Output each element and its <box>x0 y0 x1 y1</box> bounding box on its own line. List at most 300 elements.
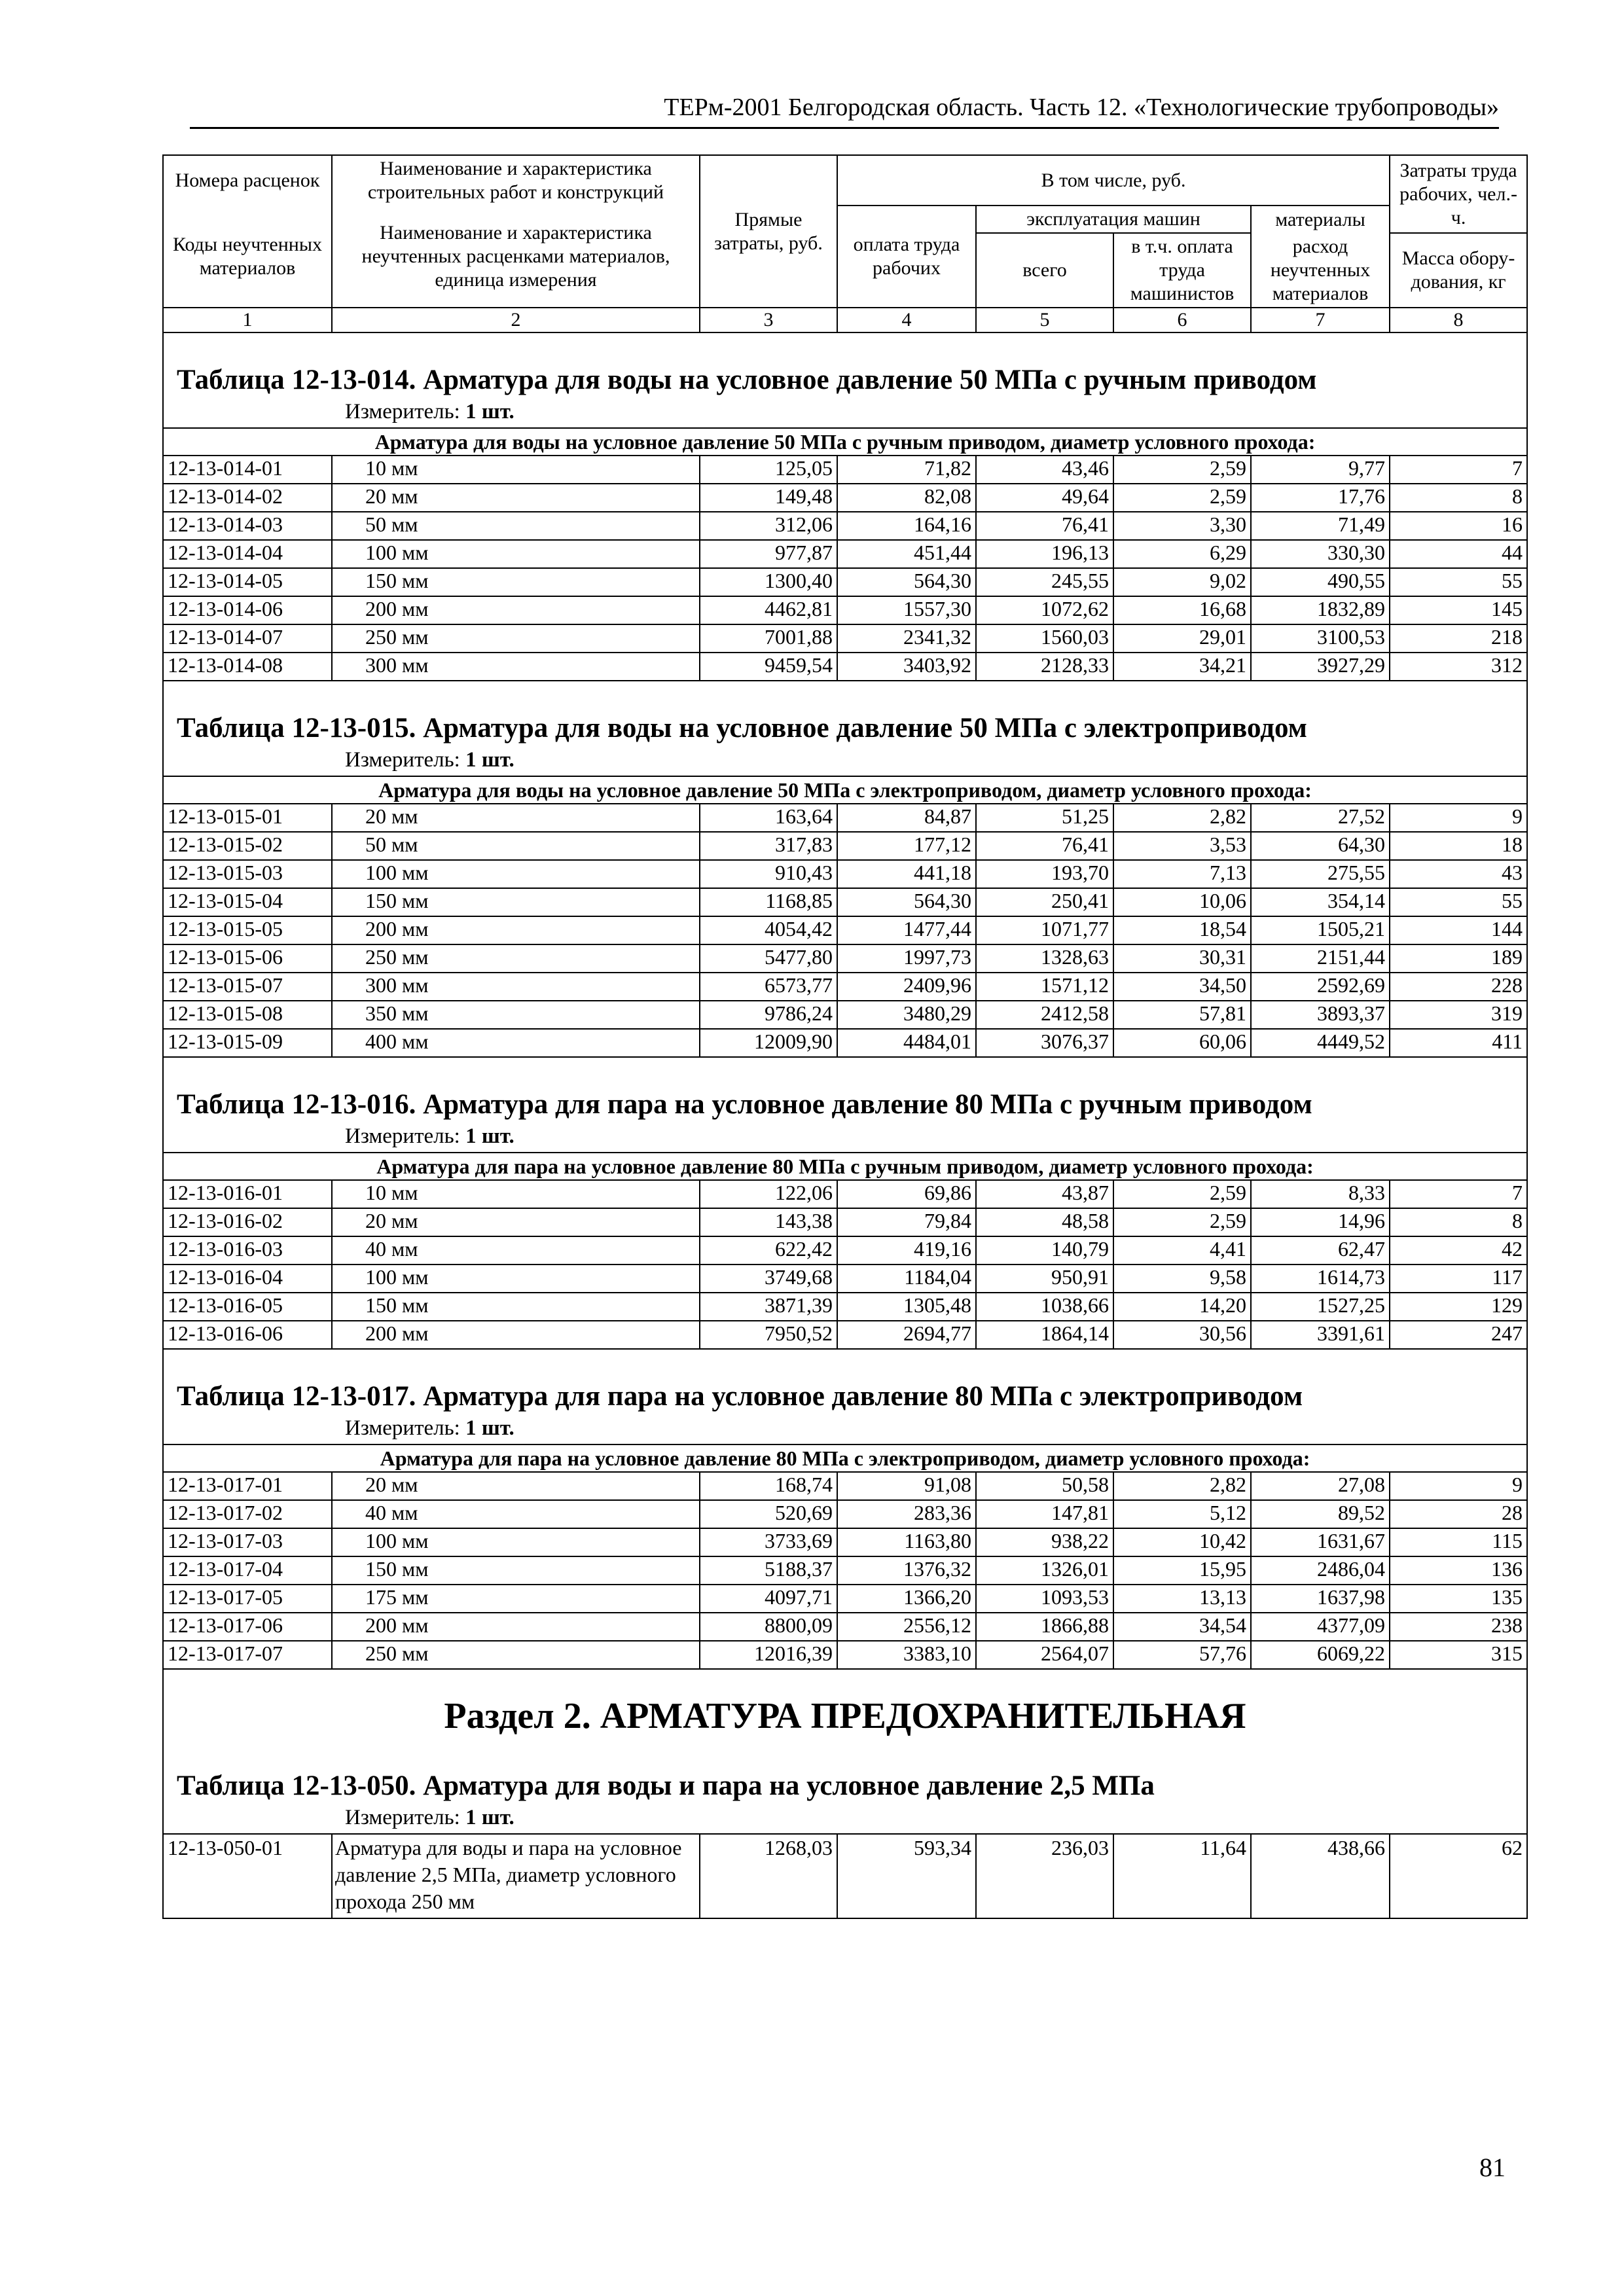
work-name-cell: 150 мм <box>332 888 700 916</box>
measure <box>163 1414 1527 1444</box>
machines-pay-cell: 57,76 <box>1113 1641 1251 1669</box>
col-number: 1 <box>163 308 332 332</box>
work-name-cell: 200 мм <box>332 596 700 624</box>
header-col1-bottom: Коды неучтенных материалов <box>163 206 332 308</box>
labor-cost-cell: 16 <box>1390 512 1527 540</box>
materials-cell: 71,49 <box>1251 512 1390 540</box>
machines-pay-cell: 2,59 <box>1113 456 1251 484</box>
col-number: 4 <box>837 308 976 332</box>
machines-pay-cell: 2,82 <box>1113 804 1251 832</box>
table-title-row <box>163 1057 1527 1122</box>
measure-row <box>163 745 1527 776</box>
labor-cost-cell: 55 <box>1390 568 1527 596</box>
labor-cost-cell: 319 <box>1390 1001 1527 1029</box>
machines-total-cell: 236,03 <box>976 1834 1113 1918</box>
direct-costs-cell: 3871,39 <box>700 1293 837 1321</box>
materials-cell: 6069,22 <box>1251 1641 1390 1669</box>
materials-cell: 14,96 <box>1251 1208 1390 1236</box>
work-name-cell: 250 мм <box>332 1641 700 1669</box>
machines-pay-cell: 10,06 <box>1113 888 1251 916</box>
table-title: Таблица 12-13-015. Арматура для воды на условное давление 50 МПа с электроприводом <box>163 681 1527 745</box>
work-name-cell: 175 мм <box>332 1585 700 1613</box>
materials-cell: 330,30 <box>1251 540 1390 568</box>
labor-pay-cell: 82,08 <box>837 484 976 512</box>
labor-cost-cell: 117 <box>1390 1265 1527 1293</box>
work-name-cell: 300 мм <box>332 653 700 681</box>
header-row-top <box>163 155 1527 206</box>
work-name-cell: 250 мм <box>332 624 700 653</box>
machines-total-cell: 1071,77 <box>976 916 1113 944</box>
col-number: 8 <box>1390 308 1527 332</box>
labor-pay-cell: 593,34 <box>837 1834 976 1918</box>
labor-cost-cell: 9 <box>1390 804 1527 832</box>
table-row <box>163 1528 1527 1556</box>
labor-pay-cell: 1184,04 <box>837 1265 976 1293</box>
rate-code-cell: 12-13-014-05 <box>163 568 332 596</box>
labor-pay-cell: 1997,73 <box>837 944 976 973</box>
rate-code-cell: 12-13-016-01 <box>163 1180 332 1208</box>
header-machines: эксплуатация машин <box>976 206 1251 233</box>
table-row <box>163 540 1527 568</box>
direct-costs-cell: 125,05 <box>700 456 837 484</box>
table-row <box>163 484 1527 512</box>
labor-pay-cell: 283,36 <box>837 1500 976 1528</box>
table-row <box>163 568 1527 596</box>
measure-row <box>163 397 1527 428</box>
work-name-cell: 200 мм <box>332 916 700 944</box>
rate-code-cell: 12-13-017-02 <box>163 1500 332 1528</box>
machines-total-cell: 147,81 <box>976 1500 1113 1528</box>
work-name-cell: 150 мм <box>332 1556 700 1585</box>
table-row <box>163 653 1527 681</box>
labor-pay-cell: 4484,01 <box>837 1029 976 1057</box>
work-name-cell: 40 мм <box>332 1500 700 1528</box>
machines-total-cell: 3076,37 <box>976 1029 1113 1057</box>
machines-pay-cell: 29,01 <box>1113 624 1251 653</box>
header-col2-bottom: Наименование и характеристика неучтенных расценками материалов, единица измерения <box>332 206 700 308</box>
labor-cost-cell: 135 <box>1390 1585 1527 1613</box>
labor-cost-cell: 218 <box>1390 624 1527 653</box>
work-name-cell: 150 мм <box>332 568 700 596</box>
machines-pay-cell: 2,82 <box>1113 1472 1251 1500</box>
machines-total-cell: 1038,66 <box>976 1293 1113 1321</box>
measure <box>163 397 1527 428</box>
direct-costs-cell: 5188,37 <box>700 1556 837 1585</box>
labor-cost-cell: 9 <box>1390 1472 1527 1500</box>
table-row <box>163 1613 1527 1641</box>
measure-row <box>163 1803 1527 1834</box>
measure-row <box>163 1414 1527 1444</box>
labor-pay-cell: 1305,48 <box>837 1293 976 1321</box>
machines-pay-cell: 4,41 <box>1113 1236 1251 1265</box>
header-col1-top: Номера расценок <box>163 155 332 206</box>
measure-label: Измеритель: <box>345 1416 460 1440</box>
rate-code-cell: 12-13-015-01 <box>163 804 332 832</box>
subheading-row <box>163 1444 1527 1472</box>
direct-costs-cell: 9459,54 <box>700 653 837 681</box>
labor-cost-cell: 7 <box>1390 456 1527 484</box>
direct-costs-cell: 312,06 <box>700 512 837 540</box>
rate-code-cell: 12-13-017-01 <box>163 1472 332 1500</box>
measure-label: Измеритель: <box>345 1806 460 1829</box>
rate-code-cell: 12-13-014-07 <box>163 624 332 653</box>
labor-cost-cell: 145 <box>1390 596 1527 624</box>
work-name-cell: 100 мм <box>332 1528 700 1556</box>
machines-total-cell: 1328,63 <box>976 944 1113 973</box>
machines-pay-cell: 57,81 <box>1113 1001 1251 1029</box>
machines-total-cell: 1866,88 <box>976 1613 1113 1641</box>
machines-total-cell: 49,64 <box>976 484 1113 512</box>
machines-pay-cell: 13,13 <box>1113 1585 1251 1613</box>
header-row-2 <box>163 206 1527 233</box>
rate-code-cell: 12-13-017-07 <box>163 1641 332 1669</box>
table-row <box>163 624 1527 653</box>
labor-pay-cell: 3480,29 <box>837 1001 976 1029</box>
work-name-cell: 20 мм <box>332 484 700 512</box>
work-name-cell: 250 мм <box>332 944 700 973</box>
direct-costs-cell: 8800,09 <box>700 1613 837 1641</box>
machines-pay-cell: 14,20 <box>1113 1293 1251 1321</box>
labor-cost-cell: 247 <box>1390 1321 1527 1349</box>
machines-total-cell: 1093,53 <box>976 1585 1113 1613</box>
labor-pay-cell: 3403,92 <box>837 653 976 681</box>
machines-pay-cell: 2,59 <box>1113 484 1251 512</box>
rate-code-cell: 12-13-014-04 <box>163 540 332 568</box>
measure <box>163 745 1527 776</box>
machines-pay-cell: 34,54 <box>1113 1613 1251 1641</box>
table-row <box>163 1208 1527 1236</box>
direct-costs-cell: 3733,69 <box>700 1528 837 1556</box>
rate-code-cell: 12-13-017-04 <box>163 1556 332 1585</box>
header-equipment-mass: Масса обору-дования, кг <box>1390 233 1527 308</box>
machines-total-cell: 76,41 <box>976 512 1113 540</box>
rate-code-cell: 12-13-015-02 <box>163 832 332 860</box>
machines-total-cell: 1560,03 <box>976 624 1113 653</box>
rate-code-cell: 12-13-015-06 <box>163 944 332 973</box>
table-row <box>163 456 1527 484</box>
labor-pay-cell: 164,16 <box>837 512 976 540</box>
table-row <box>163 1029 1527 1057</box>
machines-total-cell: 50,58 <box>976 1472 1113 1500</box>
labor-pay-cell: 1163,80 <box>837 1528 976 1556</box>
materials-cell: 275,55 <box>1251 860 1390 888</box>
rate-code-cell: 12-13-015-08 <box>163 1001 332 1029</box>
direct-costs-cell: 6573,77 <box>700 973 837 1001</box>
subheading-row <box>163 428 1527 456</box>
direct-costs-cell: 143,38 <box>700 1208 837 1236</box>
table-row <box>163 916 1527 944</box>
labor-pay-cell: 441,18 <box>837 860 976 888</box>
materials-cell: 1527,25 <box>1251 1293 1390 1321</box>
machines-total-cell: 196,13 <box>976 540 1113 568</box>
subheading: Арматура для воды на условное давление 50 МПа с ручным приводом, диаметр условного прохода: <box>163 428 1527 456</box>
section-title-row <box>163 1669 1527 1739</box>
direct-costs-cell: 3749,68 <box>700 1265 837 1293</box>
machines-total-cell: 938,22 <box>976 1528 1113 1556</box>
materials-cell: 27,52 <box>1251 804 1390 832</box>
table-title: Таблица 12-13-016. Арматура для пара на условное давление 80 МПа с ручным приводом <box>163 1057 1527 1122</box>
price-table <box>162 154 1528 1919</box>
table-title: Таблица 12-13-050. Арматура для воды и пара на условное давление 2,5 МПа <box>163 1739 1527 1803</box>
labor-cost-cell: 238 <box>1390 1613 1527 1641</box>
rate-code-cell: 12-13-017-03 <box>163 1528 332 1556</box>
rate-code-cell: 12-13-015-09 <box>163 1029 332 1057</box>
subheading: Арматура для пара на условное давление 80 МПа с ручным приводом, диаметр условного прохода: <box>163 1153 1527 1180</box>
direct-costs-cell: 9786,24 <box>700 1001 837 1029</box>
work-name-cell: 10 мм <box>332 1180 700 1208</box>
rate-code-cell: 12-13-014-02 <box>163 484 332 512</box>
machines-total-cell: 48,58 <box>976 1208 1113 1236</box>
rate-code-cell: 12-13-015-03 <box>163 860 332 888</box>
rate-code-cell: 12-13-014-08 <box>163 653 332 681</box>
labor-pay-cell: 91,08 <box>837 1472 976 1500</box>
rate-code-cell: 12-13-016-06 <box>163 1321 332 1349</box>
machines-pay-cell: 30,31 <box>1113 944 1251 973</box>
rate-code-cell: 12-13-014-03 <box>163 512 332 540</box>
machines-total-cell: 140,79 <box>976 1236 1113 1265</box>
direct-costs-cell: 7001,88 <box>700 624 837 653</box>
materials-cell: 3893,37 <box>1251 1001 1390 1029</box>
measure-value: 1 шт. <box>465 1806 514 1829</box>
table-row <box>163 1556 1527 1585</box>
measure-value: 1 шт. <box>465 1416 514 1440</box>
table-title: Таблица 12-13-014. Арматура для воды на условное давление 50 МПа с ручным приводом <box>163 332 1527 397</box>
direct-costs-cell: 1168,85 <box>700 888 837 916</box>
labor-cost-cell: 228 <box>1390 973 1527 1001</box>
materials-cell: 1832,89 <box>1251 596 1390 624</box>
table-row <box>163 1500 1527 1528</box>
document-body <box>162 154 1526 1919</box>
materials-cell: 8,33 <box>1251 1180 1390 1208</box>
header-direct-costs: Прямые затраты, руб. <box>700 155 837 308</box>
direct-costs-cell: 163,64 <box>700 804 837 832</box>
table-row <box>163 1641 1527 1669</box>
measure-value: 1 шт. <box>465 400 514 423</box>
materials-cell: 3391,61 <box>1251 1321 1390 1349</box>
machines-total-cell: 2128,33 <box>976 653 1113 681</box>
machines-pay-cell: 34,21 <box>1113 653 1251 681</box>
labor-cost-cell: 44 <box>1390 540 1527 568</box>
machines-total-cell: 2412,58 <box>976 1001 1113 1029</box>
materials-cell: 490,55 <box>1251 568 1390 596</box>
machines-pay-cell: 3,53 <box>1113 832 1251 860</box>
machines-total-cell: 1864,14 <box>976 1321 1113 1349</box>
materials-cell: 354,14 <box>1251 888 1390 916</box>
rate-code-cell: 12-13-015-04 <box>163 888 332 916</box>
direct-costs-cell: 12009,90 <box>700 1029 837 1057</box>
rate-code-cell: 12-13-050-01 <box>163 1834 332 1918</box>
materials-cell: 438,66 <box>1251 1834 1390 1918</box>
table-row <box>163 944 1527 973</box>
col-number: 6 <box>1113 308 1251 332</box>
work-name-cell: 50 мм <box>332 832 700 860</box>
measure-label: Измеритель: <box>345 400 460 423</box>
materials-cell: 3927,29 <box>1251 653 1390 681</box>
header-col2-top: Наименование и характеристика строительных работ и конструкций <box>332 155 700 206</box>
machines-pay-cell: 60,06 <box>1113 1029 1251 1057</box>
table-row <box>163 1265 1527 1293</box>
header-labor-cost: Затраты труда рабочих, чел.-ч. <box>1390 155 1527 233</box>
labor-pay-cell: 69,86 <box>837 1180 976 1208</box>
subheading-row <box>163 776 1527 804</box>
subheading: Арматура для пара на условное давление 80 МПа с электроприводом, диаметр условного прохода: <box>163 1444 1527 1472</box>
table-title-row <box>163 1739 1527 1803</box>
labor-pay-cell: 71,82 <box>837 456 976 484</box>
materials-cell: 2592,69 <box>1251 973 1390 1001</box>
table-row <box>163 512 1527 540</box>
measure-label: Измеритель: <box>345 1124 460 1148</box>
labor-pay-cell: 2409,96 <box>837 973 976 1001</box>
table-row <box>163 832 1527 860</box>
work-name-cell: 200 мм <box>332 1321 700 1349</box>
machines-pay-cell: 30,56 <box>1113 1321 1251 1349</box>
work-name-cell: 50 мм <box>332 512 700 540</box>
direct-costs-cell: 1268,03 <box>700 1834 837 1918</box>
materials-cell: 4449,52 <box>1251 1029 1390 1057</box>
header-incl: В том числе, руб. <box>837 155 1390 206</box>
table-row <box>163 596 1527 624</box>
work-name-cell: 100 мм <box>332 860 700 888</box>
header-machines-total: всего <box>976 233 1113 308</box>
materials-cell: 2486,04 <box>1251 1556 1390 1585</box>
direct-costs-cell: 7950,52 <box>700 1321 837 1349</box>
machines-total-cell: 950,91 <box>976 1265 1113 1293</box>
materials-cell: 1637,98 <box>1251 1585 1390 1613</box>
labor-pay-cell: 1376,32 <box>837 1556 976 1585</box>
labor-cost-cell: 144 <box>1390 916 1527 944</box>
labor-pay-cell: 2694,77 <box>837 1321 976 1349</box>
measure-value: 1 шт. <box>465 748 514 772</box>
table-row <box>163 1321 1527 1349</box>
direct-costs-cell: 4097,71 <box>700 1585 837 1613</box>
labor-pay-cell: 564,30 <box>837 888 976 916</box>
materials-cell: 9,77 <box>1251 456 1390 484</box>
rate-code-cell: 12-13-015-05 <box>163 916 332 944</box>
machines-pay-cell: 3,30 <box>1113 512 1251 540</box>
direct-costs-cell: 1300,40 <box>700 568 837 596</box>
labor-cost-cell: 18 <box>1390 832 1527 860</box>
direct-costs-cell: 5477,80 <box>700 944 837 973</box>
materials-cell: 2151,44 <box>1251 944 1390 973</box>
labor-pay-cell: 1557,30 <box>837 596 976 624</box>
machines-pay-cell: 18,54 <box>1113 916 1251 944</box>
machines-pay-cell: 2,59 <box>1113 1180 1251 1208</box>
table-row <box>163 1001 1527 1029</box>
machines-pay-cell: 6,29 <box>1113 540 1251 568</box>
labor-cost-cell: 28 <box>1390 1500 1527 1528</box>
header-machines-pay: в т.ч. оплата труда машинистов <box>1113 233 1251 308</box>
direct-costs-cell: 520,69 <box>700 1500 837 1528</box>
labor-pay-cell: 1477,44 <box>837 916 976 944</box>
rate-code-cell: 12-13-017-06 <box>163 1613 332 1641</box>
rate-code-cell: 12-13-014-01 <box>163 456 332 484</box>
machines-total-cell: 51,25 <box>976 804 1113 832</box>
table-row <box>163 888 1527 916</box>
labor-cost-cell: 312 <box>1390 653 1527 681</box>
labor-cost-cell: 129 <box>1390 1293 1527 1321</box>
machines-total-cell: 250,41 <box>976 888 1113 916</box>
labor-cost-cell: 55 <box>1390 888 1527 916</box>
rate-code-cell: 12-13-016-03 <box>163 1236 332 1265</box>
measure-row <box>163 1122 1527 1153</box>
machines-total-cell: 1326,01 <box>976 1556 1113 1585</box>
rate-code-cell: 12-13-017-05 <box>163 1585 332 1613</box>
work-name-cell: 20 мм <box>332 1208 700 1236</box>
header-materials-bottom: расход неучтенных материалов <box>1251 233 1390 308</box>
table-title-row <box>163 681 1527 745</box>
labor-pay-cell: 451,44 <box>837 540 976 568</box>
labor-pay-cell: 1366,20 <box>837 1585 976 1613</box>
col-number: 5 <box>976 308 1113 332</box>
machines-pay-cell: 10,42 <box>1113 1528 1251 1556</box>
rate-code-cell: 12-13-015-07 <box>163 973 332 1001</box>
page-number: 81 <box>1479 2153 1506 2182</box>
machines-total-cell: 245,55 <box>976 568 1113 596</box>
materials-cell: 1631,67 <box>1251 1528 1390 1556</box>
col-number: 7 <box>1251 308 1390 332</box>
materials-cell: 4377,09 <box>1251 1613 1390 1641</box>
direct-costs-cell: 12016,39 <box>700 1641 837 1669</box>
direct-costs-cell: 149,48 <box>700 484 837 512</box>
labor-cost-cell: 411 <box>1390 1029 1527 1057</box>
table-title-row <box>163 1349 1527 1414</box>
header-materials-top: материалы <box>1251 206 1390 233</box>
work-name-cell: 100 мм <box>332 540 700 568</box>
labor-cost-cell: 7 <box>1390 1180 1527 1208</box>
materials-cell: 17,76 <box>1251 484 1390 512</box>
labor-pay-cell: 3383,10 <box>837 1641 976 1669</box>
rate-code-cell: 12-13-016-04 <box>163 1265 332 1293</box>
machines-pay-cell: 7,13 <box>1113 860 1251 888</box>
labor-cost-cell: 115 <box>1390 1528 1527 1556</box>
materials-cell: 62,47 <box>1251 1236 1390 1265</box>
work-name-cell: 100 мм <box>332 1265 700 1293</box>
labor-cost-cell: 43 <box>1390 860 1527 888</box>
work-name-cell: 20 мм <box>332 804 700 832</box>
running-head: ТЕРм-2001 Белгородская область. Часть 12. «Технологические трубопроводы» <box>190 92 1499 129</box>
labor-pay-cell: 2341,32 <box>837 624 976 653</box>
table-row <box>163 1585 1527 1613</box>
work-name-cell: 300 мм <box>332 973 700 1001</box>
table-row <box>163 804 1527 832</box>
materials-cell: 3100,53 <box>1251 624 1390 653</box>
machines-pay-cell: 34,50 <box>1113 973 1251 1001</box>
work-name-cell: 350 мм <box>332 1001 700 1029</box>
machines-total-cell: 193,70 <box>976 860 1113 888</box>
table-row <box>163 860 1527 888</box>
labor-cost-cell: 315 <box>1390 1641 1527 1669</box>
col-number: 2 <box>332 308 700 332</box>
work-name-cell: 400 мм <box>332 1029 700 1057</box>
subheading-row <box>163 1153 1527 1180</box>
labor-pay-cell: 419,16 <box>837 1236 976 1265</box>
work-name-cell: 150 мм <box>332 1293 700 1321</box>
work-name-cell: 200 мм <box>332 1613 700 1641</box>
measure-value: 1 шт. <box>465 1124 514 1148</box>
work-name-cell: 40 мм <box>332 1236 700 1265</box>
machines-pay-cell: 11,64 <box>1113 1834 1251 1918</box>
machines-pay-cell: 9,02 <box>1113 568 1251 596</box>
labor-pay-cell: 79,84 <box>837 1208 976 1236</box>
labor-pay-cell: 84,87 <box>837 804 976 832</box>
direct-costs-cell: 4462,81 <box>700 596 837 624</box>
labor-pay-cell: 564,30 <box>837 568 976 596</box>
machines-total-cell: 76,41 <box>976 832 1113 860</box>
machines-pay-cell: 2,59 <box>1113 1208 1251 1236</box>
machines-pay-cell: 9,58 <box>1113 1265 1251 1293</box>
table-row <box>163 1834 1527 1918</box>
machines-total-cell: 43,87 <box>976 1180 1113 1208</box>
